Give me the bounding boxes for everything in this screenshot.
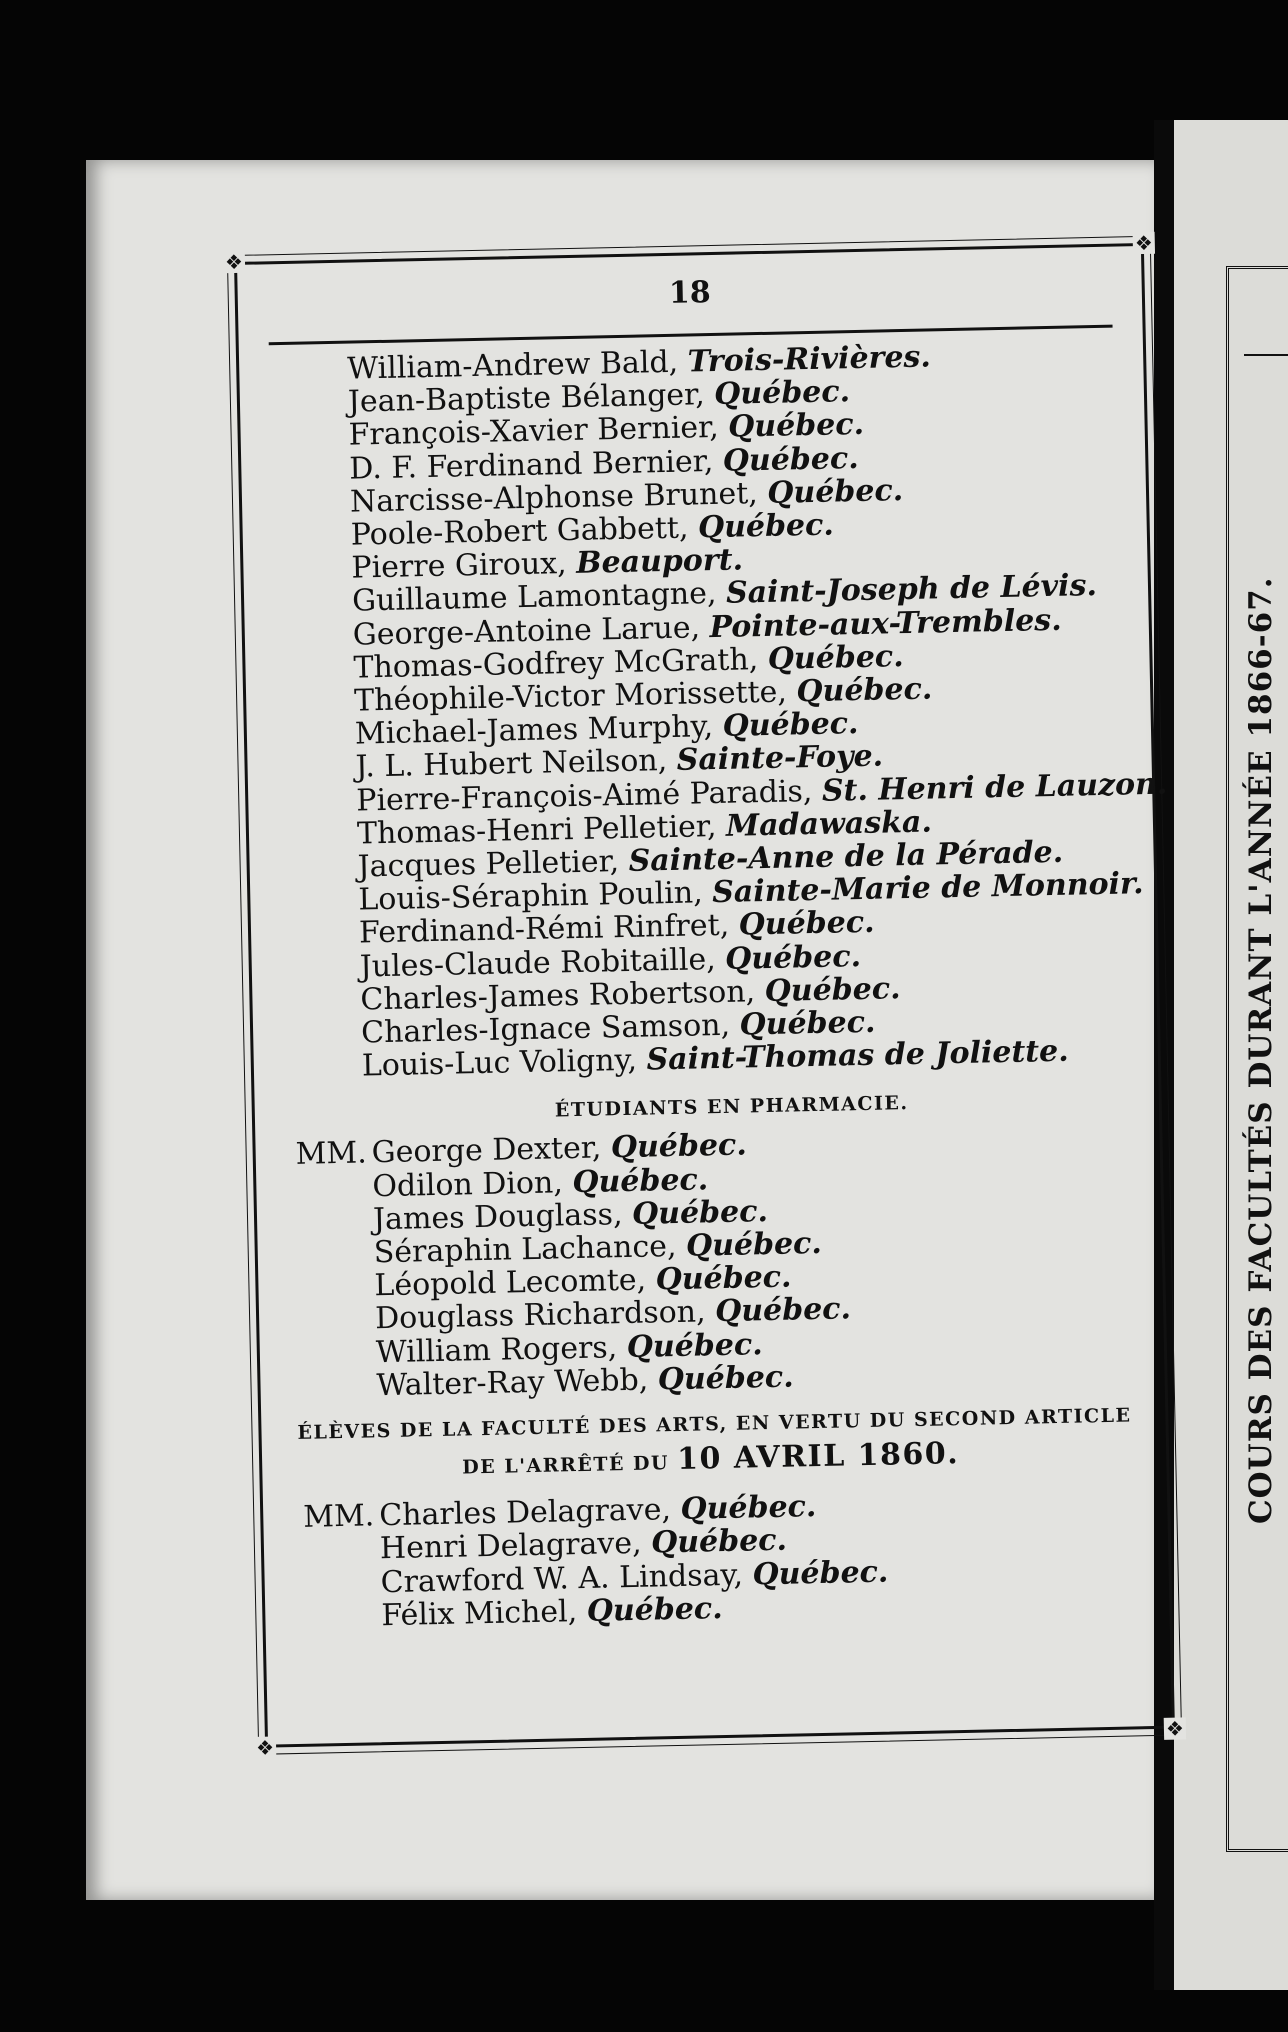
student-place: Québec. — [752, 1554, 889, 1592]
student-place: Pointe-aux-Trembles. — [709, 602, 1062, 645]
student-place: Québec. — [738, 905, 875, 944]
student-name: Pierre-François-Aimé Paradis, — [355, 773, 813, 819]
student-name: Guillaume Lamontagne, — [351, 576, 717, 620]
student-name: François-Xavier Bernier, — [348, 410, 720, 454]
student-name: Charles-Ignace Samson, — [360, 1007, 731, 1051]
student-place: Québec. — [766, 472, 904, 511]
student-place: Québec. — [767, 638, 904, 677]
student-place: Québec. — [572, 1161, 709, 1200]
student-name: Thomas-Godfrey McGrath, — [353, 641, 759, 686]
student-place: Québec. — [697, 507, 835, 546]
student-name: Léopold Lecomte, — [374, 1262, 647, 1304]
student-name: Félix Michel, — [381, 1593, 578, 1633]
student-place: Québec. — [713, 374, 851, 413]
student-place: Québec. — [631, 1193, 769, 1232]
section-heading-arts: ÉLÈVES DE LA FACULTÉ DES ARTS, EN VERTU DU SECOND ARTICLE — [297, 1404, 1132, 1445]
section-heading-arts-date: 10 AVRIL 1860. — [676, 1436, 960, 1478]
student-place: Madawaska. — [725, 804, 933, 844]
right-page — [1174, 120, 1288, 1990]
student-place: Québec. — [685, 1225, 823, 1264]
student-name: Michael-James Murphy, — [354, 709, 714, 752]
student-name: D. F. Ferdinand Bernier, — [348, 443, 714, 487]
student-list-arts — [263, 1483, 1170, 1635]
student-name: George Dexter, — [371, 1130, 602, 1171]
student-name: Jacques Pelletier, — [357, 844, 620, 885]
student-name: George-Antoine Larue, — [352, 609, 701, 653]
student-place: Sainte-Marie de Monnoir. — [711, 866, 1144, 911]
student-name: Thomas-Henri Pelletier, — [356, 808, 717, 852]
student-name: James Douglass, — [372, 1196, 623, 1238]
student-place: Québec. — [764, 971, 901, 1009]
mm-label: MM. — [295, 1135, 368, 1173]
corner-ornament-icon: ❖ — [254, 1736, 276, 1758]
right-page-rule — [1244, 354, 1288, 356]
student-place: Québec. — [626, 1326, 763, 1365]
student-name: Charles Delagrave, — [378, 1492, 672, 1534]
student-place: Québec. — [727, 407, 865, 446]
student-place: Québec. — [657, 1359, 794, 1398]
page-content — [239, 336, 1170, 1635]
page-frame — [224, 230, 1185, 1760]
student-name: Charles-James Robertson, — [360, 974, 756, 1018]
student-list-medicine — [239, 336, 1168, 1085]
student-name: Pierre Giroux, — [351, 546, 568, 586]
student-list-pharmacie — [255, 1120, 1164, 1404]
running-title: COURS DES FACULTÉS DURANT L'ANNÉE 1866-67. — [1243, 576, 1279, 1524]
student-place: Sainte-Foye. — [676, 738, 884, 779]
student-place: Québec. — [714, 1291, 852, 1330]
mm-label: MM. — [302, 1498, 375, 1535]
page-number: 18 — [668, 275, 711, 311]
student-name: Séraphin Lachance, — [373, 1229, 677, 1271]
student-name: J. L. Hubert Neilson, — [355, 743, 668, 785]
student-name: Poole-Robert Gabbett, — [350, 510, 689, 553]
student-place: Sainte-Anne de la Pérade. — [628, 834, 1064, 879]
student-place: Québec. — [722, 706, 859, 745]
student-place: Québec. — [650, 1523, 788, 1561]
student-place: Saint-Joseph de Lévis. — [725, 568, 1098, 612]
student-name: Douglass Richardson, — [374, 1294, 706, 1337]
student-place: Saint-Thomas de Joliette. — [646, 1033, 1069, 1078]
student-name: Jean-Baptiste Bélanger, — [347, 377, 706, 420]
student-name: Walter-Ray Webb, — [376, 1362, 649, 1404]
corner-ornament-icon: ❖ — [1164, 1717, 1186, 1739]
student-place: Trois-Rivières. — [687, 339, 932, 380]
student-place: Québec. — [610, 1127, 748, 1166]
student-place: Québec. — [739, 1004, 876, 1043]
student-name: Jules-Claude Robitaille, — [359, 941, 717, 985]
student-name: Crawford W. A. Lindsay, — [380, 1557, 744, 1600]
student-name: Narcisse-Alphonse Brunet, — [349, 475, 759, 520]
student-name: Louis-Luc Voligny, — [361, 1043, 638, 1084]
student-place: Québec. — [724, 938, 862, 977]
corner-ornament-icon: ❖ — [223, 251, 245, 273]
student-place: Beauport. — [575, 542, 744, 582]
section-heading-pharmacie: ÉTUDIANTS EN PHARMACIE. — [554, 1092, 909, 1122]
student-name: Henri Delagrave, — [379, 1526, 642, 1567]
student-name: Ferdinand-Rémi Rinfret, — [358, 908, 730, 951]
section-heading-arts-prefix: DE L'ARRÊTÉ DU — [462, 1452, 670, 1479]
student-place: Québec. — [655, 1259, 792, 1298]
student-place: St. Henri de Lauzon. — [821, 766, 1168, 809]
student-name: William Rogers, — [375, 1329, 618, 1370]
student-place: Québec. — [586, 1590, 723, 1629]
student-name: William-Andrew Bald, — [346, 344, 679, 387]
student-name: Théophile-Victor Morissette, — [353, 674, 788, 719]
student-place: Québec. — [796, 671, 933, 710]
student-name: Louis-Séraphin Poulin, — [358, 875, 704, 918]
student-name: Odilon Dion, — [372, 1164, 564, 1204]
student-place: Québec. — [680, 1489, 817, 1528]
student-place: Québec. — [722, 440, 859, 479]
corner-ornament-icon: ❖ — [1133, 232, 1155, 254]
